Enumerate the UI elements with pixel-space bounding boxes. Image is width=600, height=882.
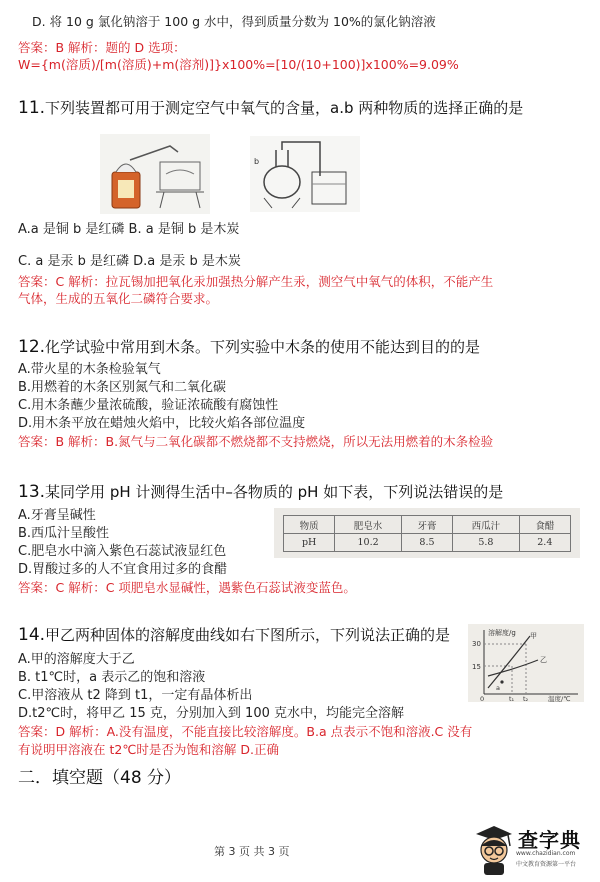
table-row — [284, 516, 571, 534]
q12-option-d: D.用木条平放在蜡烛火焰中，比较火焰各部位温度 — [18, 416, 306, 431]
table-header-cell: 牙膏 — [401, 516, 452, 534]
q14-option-a: A.甲的溶解度大于乙 — [18, 652, 135, 667]
logo-tagline: 中文教育资源第一平台 — [516, 861, 577, 868]
graph-point-a: a — [496, 684, 500, 692]
q14-option-c: C.甲溶液从 t2 降到 t1，一定有晶体析出 — [18, 688, 253, 703]
q12-option-b: B.用燃着的木条区别氮气和二氧化碳 — [18, 380, 227, 395]
solubility-curve-figure — [468, 624, 584, 702]
table-cell: 5.8 — [453, 534, 520, 552]
q12-title — [18, 337, 480, 357]
q13-number: 13. — [18, 482, 46, 502]
table-row-label: pH — [284, 534, 335, 552]
table-cell: 8.5 — [401, 534, 452, 552]
page-footer: 第 3 页 共 3 页 — [214, 845, 290, 858]
logo-title: 查字典 — [518, 828, 581, 852]
q12-stem: 化学试验中常用到木条。下列实验中木条的使用不能达到目的的是 — [45, 338, 481, 356]
q11-answer-line1: 答案：C 解析：拉瓦锡加把氧化汞加强热分解产生汞，测空气中氧气的体积，不能产生 — [18, 274, 494, 289]
q13-option-c: C.肥皂水中滴入紫色石蕊试液显红色 — [18, 544, 227, 559]
table-header-cell: 肥皂水 — [335, 516, 402, 534]
q12-option-a: A.带火星的木条检验氧气 — [18, 362, 161, 377]
apparatus-figure-heating — [100, 134, 210, 214]
graph-xtick-t1: t₁ — [509, 695, 515, 702]
q11-title — [18, 98, 523, 118]
graph-xtick-t2: t₂ — [523, 695, 529, 702]
q11-options-cd: C. a 是汞 b 是红磷 D.a 是汞 b 是木炭 — [18, 254, 241, 269]
site-logo — [470, 820, 594, 878]
q11-number: 11. — [18, 98, 46, 118]
section-heading: 二．填空题（48 分） — [18, 768, 182, 788]
q14-title — [18, 625, 450, 645]
q14-option-b: B. t1℃时，a 表示乙的饱和溶液 — [18, 670, 206, 685]
q11-answer-line2: 气体，生成的五氧化二磷符合要求。 — [18, 291, 219, 306]
graph-xtick-0: 0 — [480, 695, 485, 702]
graph-ylabel: 溶解度/g — [488, 629, 516, 637]
q12-answer: 答案：B 解析：B.氮气与二氧化碳都不燃烧都不支持燃烧，所以无法用燃着的木条检验 — [18, 434, 494, 449]
q13-option-a: A.牙膏呈碱性 — [18, 508, 96, 523]
q12-option-c: C.用木条蘸少量浓硫酸，验证浓硫酸有腐蚀性 — [18, 398, 279, 413]
q14-stem: 甲乙两种固体的溶解度曲线如右下图所示，下列说法正确的是 — [45, 626, 451, 644]
graph-ytick-15: 15 — [472, 663, 481, 671]
q13-stem: 某同学用 pH 计测得生活中–各物质的 pH 如下表，下列说法错误的是 — [45, 483, 504, 501]
q14-answer-line2: 有说明甲溶液在 t2℃时是否为饱和溶解 D.正确 — [18, 742, 279, 757]
mascot-icon — [470, 820, 516, 876]
q10-answer-line1: 答案：B 解析：题的 D 选项： — [18, 40, 186, 55]
ph-table-image — [274, 508, 580, 558]
table-cell: 10.2 — [335, 534, 402, 552]
q14-answer-line1: 答案：D 解析：A.没有温度，不能直接比较溶解度。B.a 点表示不饱和溶液.C 没有 — [18, 724, 473, 739]
svg-text:b: b — [254, 157, 260, 166]
q10-option-d: D. 将 10 g 氯化钠溶于 100 g 水中，得到质量分数为 10%的氯化钠溶液 — [32, 14, 436, 29]
q11-stem: 下列装置都可用于测定空气中氧气的含量，a.b 两种物质的选择正确的是 — [45, 99, 524, 117]
q12-number: 12. — [18, 337, 46, 357]
table-header-cell: 物质 — [284, 516, 335, 534]
q13-option-b: B.西瓜汁呈酸性 — [18, 526, 110, 541]
graph-curve-label-jia: 甲 — [530, 632, 537, 640]
q11-options-ab: A.a 是铜 b 是红磷 B. a 是铜 b 是木炭 — [18, 222, 240, 237]
graph-xlabel: 温度/℃ — [548, 695, 571, 702]
ph-table — [283, 515, 571, 552]
logo-url: www.chazidian.com — [516, 850, 576, 857]
graph-ytick-30: 30 — [472, 640, 481, 648]
graph-curve-label-yi: 乙 — [540, 656, 547, 664]
apparatus-figure-flask — [250, 136, 360, 212]
table-header-cell: 西瓜汁 — [453, 516, 520, 534]
table-row — [284, 534, 571, 552]
q14-number: 14. — [18, 625, 46, 645]
q13-option-d: D.胃酸过多的人不宜食用过多的食醋 — [18, 562, 228, 577]
q10-answer-line2: W={m(溶质)/[m(溶质)+m(溶剂)]}x100%=[10/(10+100)]x100%=9.09% — [18, 57, 459, 72]
q13-title — [18, 482, 503, 502]
q14-option-d: D.t2℃时，将甲乙 15 克，分别加入到 100 克水中，均能完全溶解 — [18, 706, 404, 721]
q13-answer: 答案：C 解析：C 项肥皂水显碱性，遇紫色石蕊试液变蓝色。 — [18, 580, 356, 595]
table-cell: 2.4 — [519, 534, 570, 552]
table-header-cell: 食醋 — [519, 516, 570, 534]
